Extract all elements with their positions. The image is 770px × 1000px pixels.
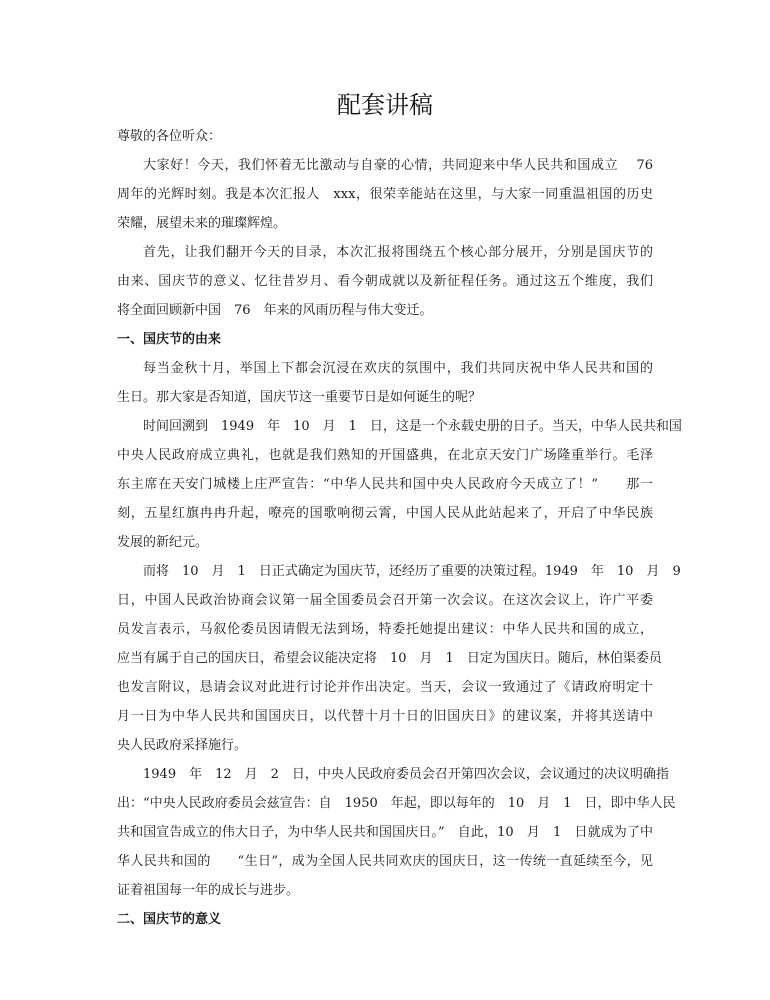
- paragraph-line: 生日。那大家是否知道，国庆节这一重要节日是如何诞生的呢？: [117, 390, 482, 405]
- paragraph: [117, 760, 676, 905]
- paragraph-line: 日，中国人民政治协商会议第一届全国委员会召开第一次会议。在这次会议上，许广平委: [117, 593, 653, 608]
- paragraph: [117, 151, 653, 238]
- paragraph-line: 而将 10 月 1 日正式确定为国庆节，还经历了重要的决策过程。1949 年 10 月 9: [143, 564, 681, 579]
- paragraph-line: 共和国宣告成立的伟大日子，为中华人民共和国国庆日。” 自此，10 月 1 日就成为了中: [117, 825, 653, 840]
- paragraph-line: 大家好！今天，我们怀着无比激动与自豪的心情，共同迎来中华人民共和国成立 76: [143, 158, 653, 173]
- paragraph-line: 发展的新纪元。: [117, 535, 209, 550]
- paragraph: [117, 412, 682, 557]
- section-heading-meaning: 二、国庆节的意义: [117, 912, 222, 927]
- origin-section: [117, 354, 682, 905]
- paragraph-line: 将全面回顾新中国 76 年来的风雨历程与伟大变迁。: [117, 303, 433, 318]
- paragraph-line: 央人民政府采择施行。: [117, 738, 248, 753]
- paragraph-line: 由来、国庆节的意义、忆往昔岁月、看今朝成就以及新征程任务。通过这五个维度，我们: [117, 274, 653, 289]
- page-title: 配套讲稿: [337, 91, 433, 119]
- paragraph-line: 东主席在天安门城楼上庄严宣告：“中华人民共和国中央人民政府今天成立了！” 那一: [117, 477, 653, 492]
- paragraph-line: 也发言附议，恳请会议对此进行讨论并作出决定。当天，会议一致通过了《请政府明定十: [117, 680, 653, 695]
- paragraph-line: 中央人民政府成立典礼，也就是我们熟知的开国盛典，在北京天安门广场隆重举行。毛泽: [117, 448, 653, 463]
- paragraph-line: 首先，让我们翻开今天的目录，本次汇报将围绕五个核心部分展开，分别是国庆节的: [143, 245, 653, 260]
- paragraph: [117, 238, 653, 325]
- intro-section: [117, 151, 653, 325]
- paragraph-line: 刻，五星红旗冉冉升起，嘹亮的国歌响彻云霄，中国人民从此站起来了，开启了中华民族: [117, 506, 653, 521]
- paragraph-line: 1949 年 12 月 2 日，中央人民政府委员会召开第四次会议，会议通过的决议明确指: [143, 767, 669, 782]
- salutation: 尊敬的各位听众：: [117, 129, 222, 144]
- paragraph-line: 周年的光辉时刻。我是本次汇报人 xxx，很荣幸能站在这里，与大家一同重温祖国的历史: [117, 187, 653, 202]
- paragraph-line: 出：“中央人民政府委员会兹宣告：自 1950 年起，即以每年的 10 月 1 日，即中华人民: [117, 796, 676, 811]
- paragraph: [117, 557, 681, 760]
- paragraph: [117, 354, 653, 412]
- section-heading-origin: 一、国庆节的由来: [117, 332, 222, 347]
- document-body: [117, 122, 682, 934]
- paragraph-line: 每当金秋十月，举国上下都会沉浸在欢庆的氛围中，我们共同庆祝中华人民共和国的: [143, 361, 653, 376]
- paragraph-line: 华人民共和国的 “生日”，成为全国人民共同欢庆的国庆日，这一传统一直延续至今，见: [117, 854, 653, 869]
- paragraph-line: 员发言表示，马叙伦委员因请假无法到场，特委托她提出建议：中华人民共和国的成立，: [117, 622, 653, 637]
- paragraph-line: 应当有属于自己的国庆日，希望会议能决定将 10 月 1 日定为国庆日。随后，林伯渠委员: [117, 651, 662, 666]
- paragraph-line: 荣耀，展望未来的璀璨辉煌。: [117, 216, 287, 231]
- paragraph-line: 证着祖国每一年的成长与进步。: [117, 883, 300, 898]
- paragraph-line: 时间回溯到 1949 年 10 月 1 日，这是一个永载史册的日子。当天，中华人民共和国: [143, 419, 682, 434]
- paragraph-line: 月一日为中华人民共和国国庆日，以代替十月十日的旧国庆日》的建议案，并将其送请中: [117, 709, 653, 724]
